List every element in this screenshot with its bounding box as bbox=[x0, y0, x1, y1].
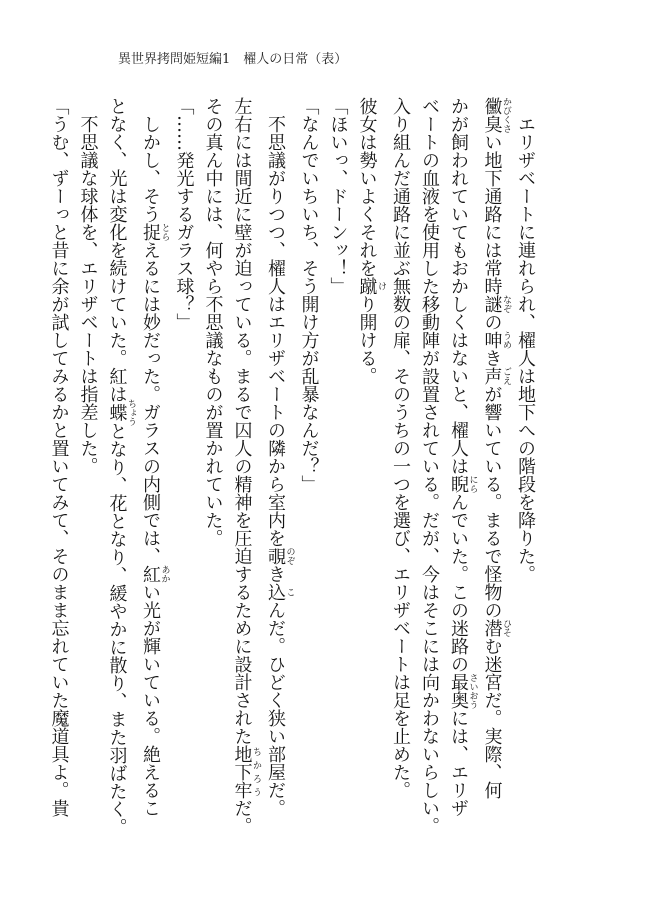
ruby-word bbox=[481, 619, 511, 637]
ruby-reading: ごえ bbox=[501, 367, 511, 385]
ruby-reading: け bbox=[376, 277, 386, 295]
ruby-word bbox=[140, 565, 170, 583]
text-run: 不思議がりつつ、櫂人はエリザベートの隣から室内を bbox=[265, 115, 286, 547]
text-run: き bbox=[481, 349, 503, 367]
ruby-reading: ひそ bbox=[501, 619, 511, 637]
text-line bbox=[511, 97, 540, 877]
text-run: り開ける。 bbox=[356, 295, 378, 385]
text-run: 左右には間近に壁が迫っている。まるで囚人の精神を圧迫するために設計された bbox=[231, 97, 253, 745]
ruby-reading: さいおう bbox=[467, 673, 478, 709]
text-line bbox=[295, 97, 324, 877]
text-run: の bbox=[481, 313, 503, 331]
ruby-reading: ちかろう bbox=[251, 745, 261, 799]
ruby-word bbox=[140, 223, 170, 241]
text-line bbox=[478, 97, 512, 877]
ruby-reading: なぞ bbox=[501, 295, 511, 313]
ruby-reading: こ bbox=[284, 583, 295, 601]
text-line bbox=[170, 97, 199, 877]
text-run: ベートの血液を使用した移動陣が設置されている。だが、今はそこには向かわないらしい。 bbox=[419, 97, 440, 835]
ruby-base: 声 bbox=[481, 367, 503, 385]
running-header: 異世界拷問姫短編1 櫂人の日常（表） bbox=[118, 52, 348, 67]
text-run: だ。 bbox=[231, 799, 253, 835]
ruby-reading: とら bbox=[159, 223, 170, 241]
ruby-base: 謎 bbox=[481, 295, 503, 313]
text-run: が響いている。まるで怪物の bbox=[481, 385, 503, 619]
text-run: その真ん中には、何やら不思議なものが置かれていた。 bbox=[202, 97, 224, 547]
ruby-word bbox=[231, 745, 261, 799]
ruby-word bbox=[265, 583, 295, 601]
text-run: には、エリザ bbox=[448, 709, 469, 817]
dialogue-run: 「……発光するガラス球？」 bbox=[173, 97, 195, 331]
ruby-word bbox=[448, 475, 478, 493]
text-line bbox=[74, 97, 103, 877]
text-line bbox=[415, 97, 444, 877]
ruby-base: 呻 bbox=[481, 331, 503, 349]
ruby-base: 睨 bbox=[448, 475, 469, 493]
ruby-word bbox=[106, 399, 136, 426]
text-run: んでいた。この迷路の bbox=[448, 493, 469, 673]
text-line bbox=[199, 97, 228, 877]
text-run: い地下通路には常時 bbox=[481, 133, 503, 295]
body-text bbox=[45, 97, 541, 877]
text-line bbox=[261, 97, 295, 877]
text-run: エリザベートに連れられ、櫂人は地下への階段を降りた。 bbox=[515, 115, 536, 583]
ruby-base: 黴臭 bbox=[481, 97, 503, 133]
ruby-base: 込 bbox=[265, 583, 286, 601]
ruby-base: 捉 bbox=[140, 223, 161, 241]
ruby-word bbox=[356, 277, 386, 295]
text-run: かが飼われていてもおかしくはないと、櫂人は bbox=[448, 97, 469, 475]
ruby-reading: ちょう bbox=[126, 399, 136, 426]
ruby-reading: あか bbox=[159, 565, 170, 583]
text-line bbox=[353, 97, 387, 877]
dialogue-run: 「なんでいちいち、そう開け方が乱暴なんだ？」 bbox=[298, 97, 320, 493]
dialogue-run: 「ほいっ、ドーンッ！」 bbox=[327, 97, 349, 295]
text-run: となく、光は変化を続けていた。紅は bbox=[106, 97, 128, 403]
ruby-reading: のぞ bbox=[284, 547, 295, 565]
ruby-base: 蝶 bbox=[106, 399, 128, 426]
text-run: えるには妙だった。ガラスの内側では、 bbox=[140, 241, 161, 565]
text-run: 彼女は勢いよくそれを bbox=[356, 97, 378, 277]
text-line bbox=[386, 97, 415, 877]
ruby-base: 潜 bbox=[481, 619, 503, 637]
ruby-base: 覗 bbox=[265, 547, 286, 565]
text-run: む迷宮だ。実際、何 bbox=[481, 637, 503, 799]
ruby-word bbox=[481, 97, 511, 133]
ruby-word bbox=[481, 367, 511, 385]
ruby-word bbox=[265, 547, 295, 565]
text-run: 入り組んだ通路に並ぶ無数の扉、そのうちの一つを選び、エリザベートは足を止めた。 bbox=[390, 97, 411, 799]
ruby-base: 地下牢 bbox=[231, 745, 253, 799]
text-line bbox=[324, 97, 353, 877]
ruby-base: 紅 bbox=[140, 565, 161, 583]
ruby-reading: にら bbox=[467, 475, 478, 493]
text-line bbox=[45, 97, 74, 877]
dialogue-run: 「うむ、ずーっと昔に余が試してみるかと置いてみて、そのまま忘れていた魔道具よ。貴 bbox=[48, 97, 70, 817]
text-run: き bbox=[265, 565, 286, 583]
text-line bbox=[136, 97, 170, 877]
ruby-base: 最奥 bbox=[448, 673, 469, 709]
ruby-word bbox=[481, 331, 511, 349]
text-run: となり、花となり、緩やかに散り、また羽ばたく。 bbox=[106, 422, 128, 836]
ruby-base: 蹴 bbox=[356, 277, 378, 295]
text-run: 不思議な球体を、エリザベートは指差した。 bbox=[77, 115, 99, 475]
text-line bbox=[444, 97, 478, 877]
ruby-word bbox=[448, 673, 478, 709]
text-line bbox=[228, 97, 262, 877]
ruby-word bbox=[481, 295, 511, 313]
text-run: しかし、そう bbox=[140, 115, 161, 223]
text-line bbox=[103, 97, 137, 877]
ruby-reading: うめ bbox=[501, 331, 511, 349]
text-run: い光が輝いている。絶えるこ bbox=[140, 583, 161, 817]
text-run: んだ。ひどく狭い部屋だ。 bbox=[265, 601, 286, 817]
ruby-reading: かびくさ bbox=[501, 97, 511, 133]
